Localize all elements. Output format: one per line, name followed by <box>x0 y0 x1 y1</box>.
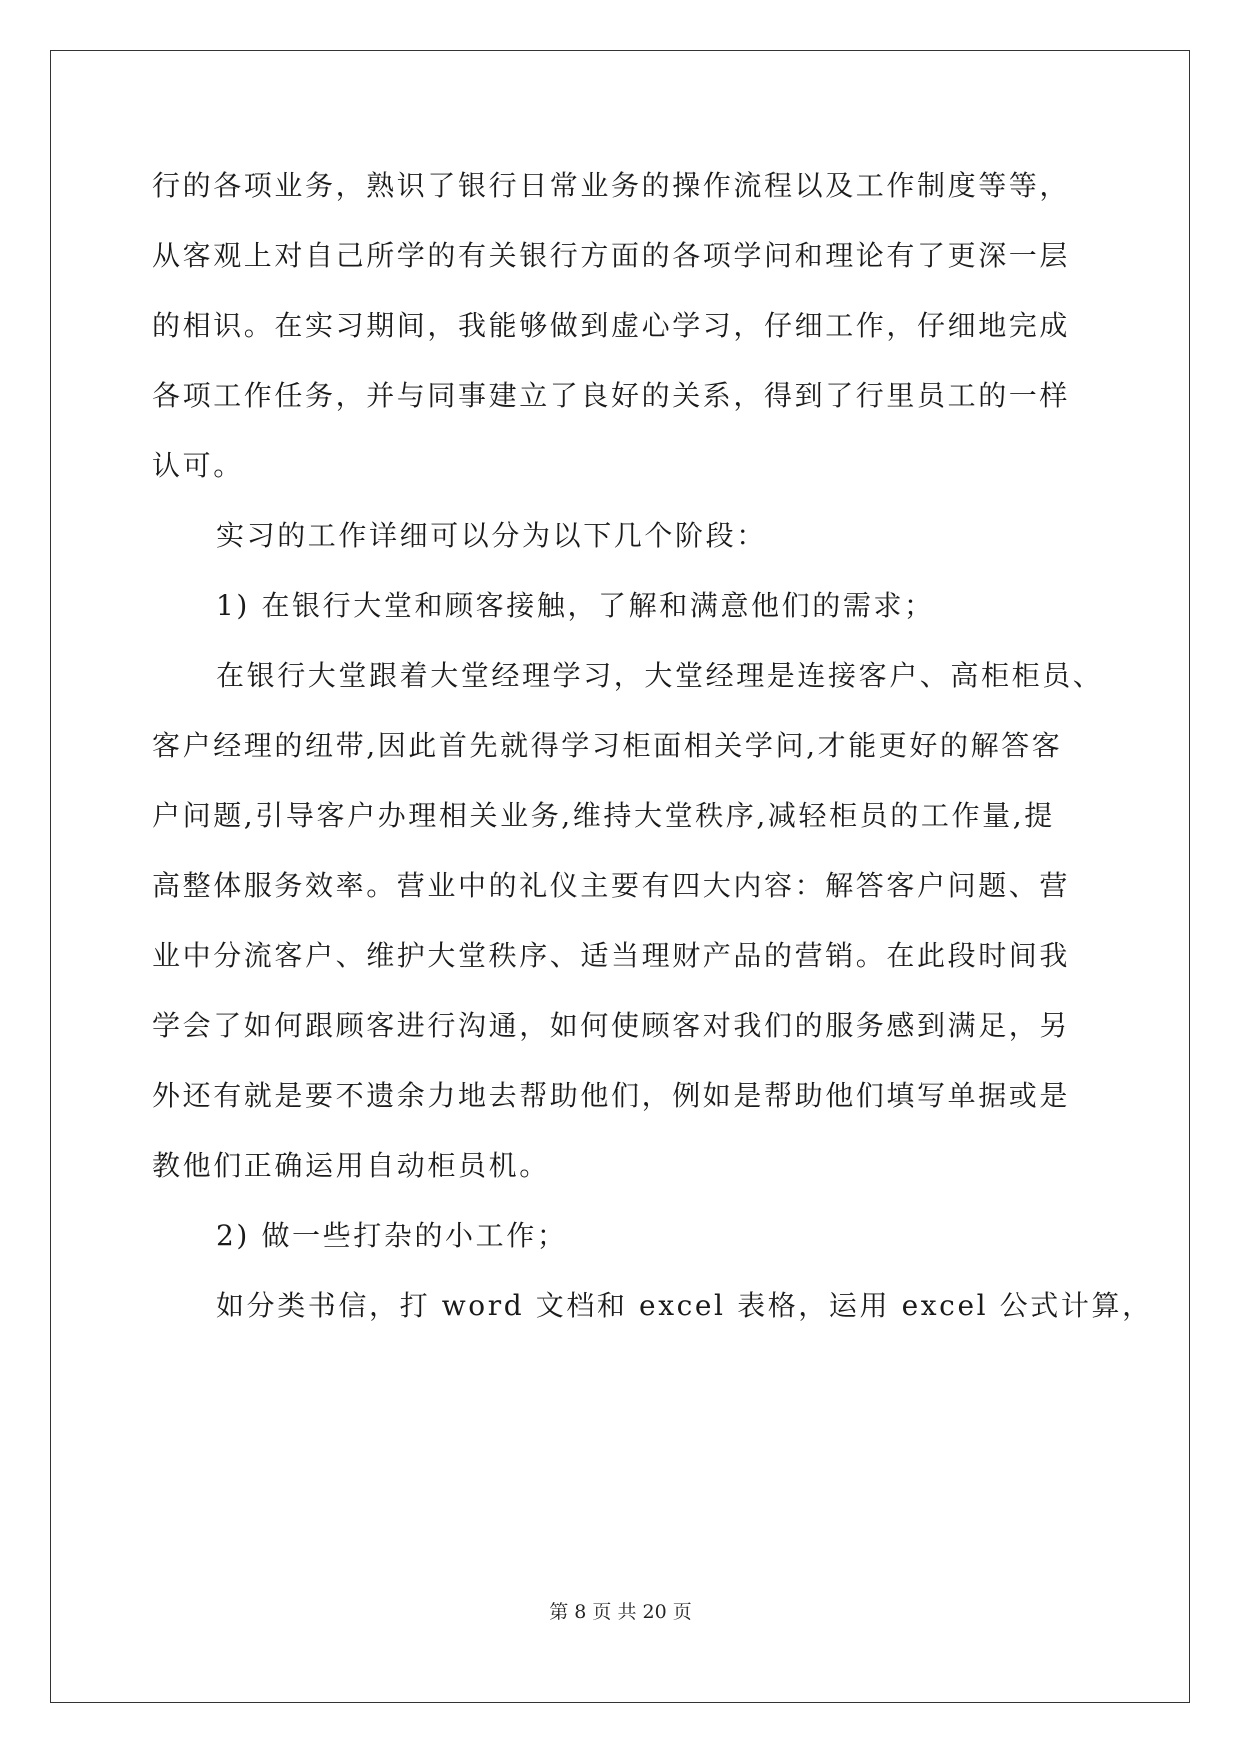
text-line: 各项工作任务，并与同事建立了良好的关系，得到了行里员工的一样 <box>152 379 1071 412</box>
text-line: 户问题,引导客户办理相关业务,维持大堂秩序,减轻柜员的工作量,提 <box>152 799 1055 832</box>
page-number-footer: 第 8 页 共 20 页 <box>549 1601 692 1623</box>
text-line: 高整体服务效率。营业中的礼仪主要有四大内容：解答客户问题、营 <box>152 869 1071 902</box>
text-line: 如分类书信，打 word 文档和 excel 表格，运用 excel 公式计算， <box>216 1289 1153 1322</box>
text-line: 在银行大堂跟着大堂经理学习，大堂经理是连接客户、高柜柜员、 <box>216 659 1104 692</box>
text-line: 业中分流客户、维护大堂秩序、适当理财产品的营销。在此段时间我 <box>152 939 1071 972</box>
text-line: 学会了如何跟顾客进行沟通，如何使顾客对我们的服务感到满足，另 <box>152 1009 1071 1042</box>
text-line: 1) 在银行大堂和顾客接触，了解和满意他们的需求； <box>216 589 935 622</box>
text-line: 外还有就是要不遗余力地去帮助他们，例如是帮助他们填写单据或是 <box>152 1079 1071 1112</box>
text-line: 教他们正确运用自动柜员机。 <box>152 1149 550 1182</box>
text-line: 2) 做一些打杂的小工作； <box>216 1219 568 1252</box>
text-line: 行的各项业务，熟识了银行日常业务的操作流程以及工作制度等等， <box>152 169 1071 202</box>
text-line: 认可。 <box>152 449 244 482</box>
text-line: 实习的工作详细可以分为以下几个阶段： <box>216 519 767 552</box>
text-line: 从客观上对自己所学的有关银行方面的各项学问和理论有了更深一层 <box>152 239 1071 272</box>
text-line: 客户经理的纽带,因此首先就得学习柜面相关学问,才能更好的解答客 <box>152 729 1063 762</box>
text-line: 的相识。在实习期间，我能够做到虚心学习，仔细工作，仔细地完成 <box>152 309 1071 342</box>
